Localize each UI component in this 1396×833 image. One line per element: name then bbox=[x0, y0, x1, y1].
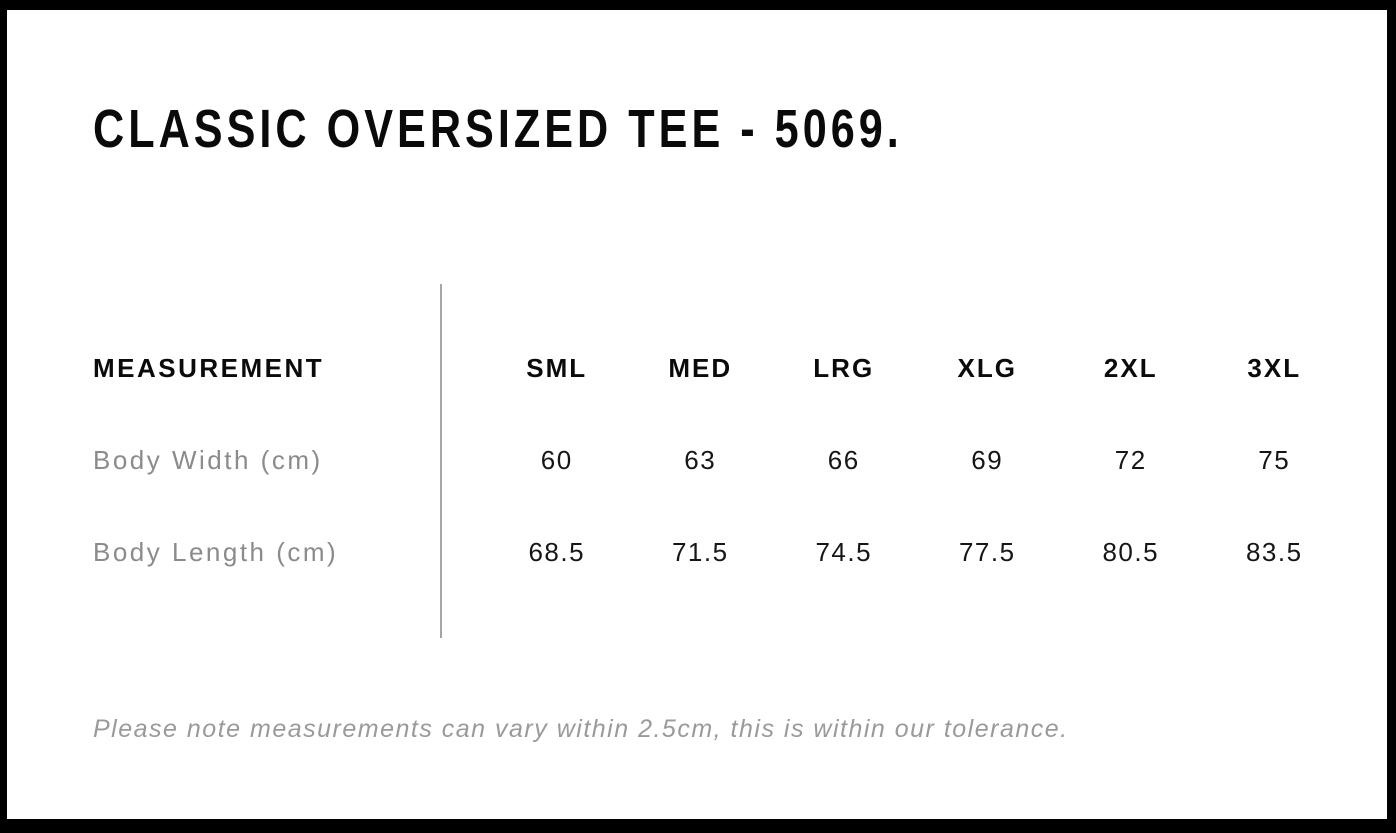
size-value: 69 bbox=[971, 445, 1004, 476]
measurement-column-header: MEASUREMENT bbox=[93, 353, 325, 384]
size-value: 68.5 bbox=[528, 537, 586, 568]
size-column-header-2xl: 2XL bbox=[1103, 353, 1158, 384]
size-value: 66 bbox=[827, 445, 860, 476]
size-column-header-3xl: 3XL bbox=[1247, 353, 1302, 384]
size-value: 80.5 bbox=[1102, 537, 1160, 568]
size-value: 60 bbox=[540, 445, 573, 476]
size-column-header-lrg: LRG bbox=[813, 353, 875, 384]
size-column-header-xlg: XLG bbox=[957, 353, 1017, 384]
size-column-header-med: MED bbox=[668, 353, 733, 384]
tolerance-note: Please note measurements can vary within 2.5cm, this is within our tolerance. bbox=[93, 715, 1069, 743]
page-title: CLASSIC OVERSIZED TEE - 5069. bbox=[93, 99, 903, 159]
size-value: 63 bbox=[684, 445, 717, 476]
size-value: 72 bbox=[1114, 445, 1147, 476]
size-value: 71.5 bbox=[671, 537, 729, 568]
size-value: 75 bbox=[1258, 445, 1291, 476]
row-label-body-width: Body Width (cm) bbox=[93, 445, 323, 476]
size-table bbox=[93, 323, 1346, 599]
row-label-body-length: Body Length (cm) bbox=[93, 537, 339, 568]
size-value: 77.5 bbox=[958, 537, 1016, 568]
size-value: 74.5 bbox=[815, 537, 873, 568]
size-value: 83.5 bbox=[1245, 537, 1303, 568]
size-chart-page bbox=[7, 10, 1387, 819]
size-column-header-sml: SML bbox=[526, 353, 588, 384]
